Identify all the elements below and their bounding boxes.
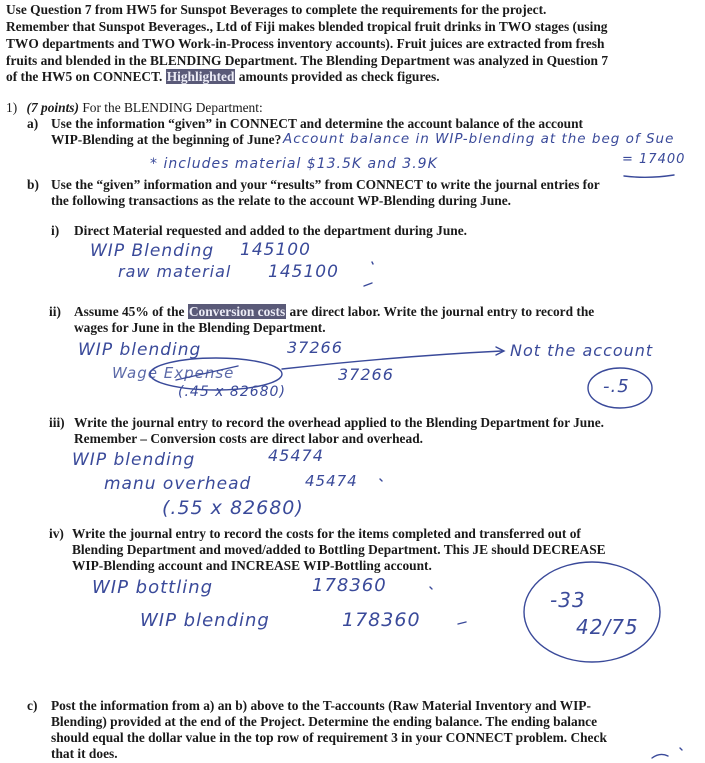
q1b-iv-line-3: WIP-Blending account and INCREASE WIP-Bottling account. — [72, 558, 432, 573]
q1-points: (7 points) — [26, 100, 79, 115]
q1b-iii-cr-amount: 45474 — [305, 472, 358, 490]
q1b-iv-dr-account: WIP bottling — [92, 577, 214, 598]
q1b-ii-cr-account: Wage Expense — [112, 364, 235, 382]
score-total: 42/75 — [576, 615, 639, 639]
corner-marks — [652, 748, 682, 758]
q1b-line-2: the following transactions as the relate to the account WP-Blending during June. — [51, 193, 512, 208]
intro-line-1: Use Question 7 from HW5 for Sunspot Beverages to complete the requirements for the project. — [6, 2, 547, 17]
strike-expense — [176, 366, 238, 380]
score-deduction: -33 — [550, 588, 586, 612]
q1a-line-2: WIP-Blending at the beginning of June? — [51, 132, 282, 147]
highlighted-label: Highlighted — [166, 69, 235, 84]
q1a-answer-1: Account balance in WIP-blending at the beg of Sue — [283, 131, 675, 147]
conversion-costs-highlight: Conversion costs — [188, 304, 286, 319]
q1b-iii-line-1: Write the journal entry to record the overhead applied to the Blending Department for June. — [74, 415, 604, 430]
q1b-iv-line-2: Blending Department and moved/added to Bottling Department. This JE should DECREASE — [72, 542, 606, 557]
q1b-iii-calc: (.55 x 82680) — [162, 497, 304, 519]
q1b-i-text: Direct Material requested and added to the department during June. — [74, 223, 468, 238]
q1b-ii-dr-amount: 37266 — [287, 338, 343, 357]
q1a-answer-3: = 17400 — [622, 152, 686, 167]
check-mark-iii — [380, 479, 382, 481]
q1b-iii-label: iii) — [49, 415, 65, 430]
q1b-ii-line-2: wages for June in the Blending Department. — [74, 320, 326, 335]
q1b-line-1: Use the “given” information and your “results” from CONNECT to write the journal entries for — [51, 177, 600, 192]
q1b-ii-pre: Assume 45% of the — [74, 304, 185, 319]
q1b-i-cr-account: raw material — [118, 262, 232, 281]
q1b-ii-post: are direct labor. Write the journal entry to record the — [289, 304, 595, 319]
q1b-iv-line-1: Write the journal entry to record the costs for the items completed and transferred out of — [72, 526, 581, 541]
q1-number: 1) — [6, 100, 18, 115]
intro-line-5-pre: of the HW5 on CONNECT. — [6, 69, 163, 84]
q1b-iii-dr-amount: 45474 — [268, 446, 324, 465]
q1b-ii-calc: (.45 x 82680) — [178, 384, 286, 400]
q1b-ii-dr-account: WIP blending — [78, 340, 202, 360]
q1b-ii-label: ii) — [49, 304, 61, 319]
q1b-iii-cr-account: manu overhead — [104, 474, 252, 494]
q1b-iv-cr-account: WIP blending — [140, 610, 270, 631]
arrow-to-note — [282, 351, 502, 369]
q1b-i-label: i) — [51, 223, 60, 238]
q1c-label: c) — [27, 698, 38, 713]
q1b-ii-deduction: -.5 — [603, 376, 630, 397]
q1c-line-1: Post the information from a) an b) above to the T-accounts (Raw Material Inventory and WIP- — [51, 698, 591, 713]
check-mark-i-dot — [372, 262, 373, 264]
wage-expense-circle — [150, 358, 282, 390]
score-circle — [524, 562, 660, 662]
check-mark-iv-dash — [458, 622, 466, 624]
deduction-circle — [588, 368, 652, 408]
intro-line-4: fruits and blended in the BLENDING Department. The Blending Department was analyzed in Question 7 — [6, 53, 609, 68]
q1c-line-4: that it does. — [51, 746, 118, 761]
q1b-ii-cr-amount: 37266 — [338, 365, 394, 384]
q1b-iii-dr-account: WIP blending — [72, 450, 196, 470]
q1c-line-3: should equal the dollar value in the top row of requirement 3 in your CONNECT problem. Check — [51, 730, 607, 745]
intro-line-5-post: amounts provided as check figures. — [238, 69, 440, 84]
q1a-label: a) — [27, 116, 39, 131]
check-mark-iv — [430, 587, 432, 589]
q1c-line-2: Blending) provided at the end of the Project. Determine the ending balance. The ending balance — [51, 714, 598, 729]
intro-line-2: Remember that Sunspot Beverages., Ltd of Fiji makes blended tropical fruit drinks in TWO stages (using — [6, 19, 608, 34]
intro-line-3: TWO departments and TWO Work-in-Process inventory accounts). Fruit juices are extracted from fresh — [6, 36, 605, 51]
q1b-i-dr-account: WIP Blending — [90, 241, 215, 261]
check-mark-i — [364, 283, 372, 286]
q1-title: For the BLENDING Department: — [82, 100, 263, 115]
q1b-i-dr-amount: 145100 — [240, 240, 311, 260]
q1b-ii-note: Not the account — [510, 341, 654, 360]
q1a-line-1: Use the information “given” in CONNECT and determine the account balance of the account — [51, 116, 584, 131]
q1b-iv-dr-amount: 178360 — [312, 575, 387, 596]
q1b-iv-cr-amount: 178360 — [342, 609, 421, 631]
q1b-iv-label: iv) — [49, 526, 64, 541]
q1b-i-cr-amount: 145100 — [268, 262, 339, 282]
q1b-iii-line-2: Remember – Conversion costs are direct labor and overhead. — [74, 431, 423, 446]
underline-17400 — [624, 175, 674, 177]
q1a-answer-2: * includes material $13.5K and 3.9K — [150, 156, 438, 172]
q1b-label: b) — [27, 177, 39, 192]
